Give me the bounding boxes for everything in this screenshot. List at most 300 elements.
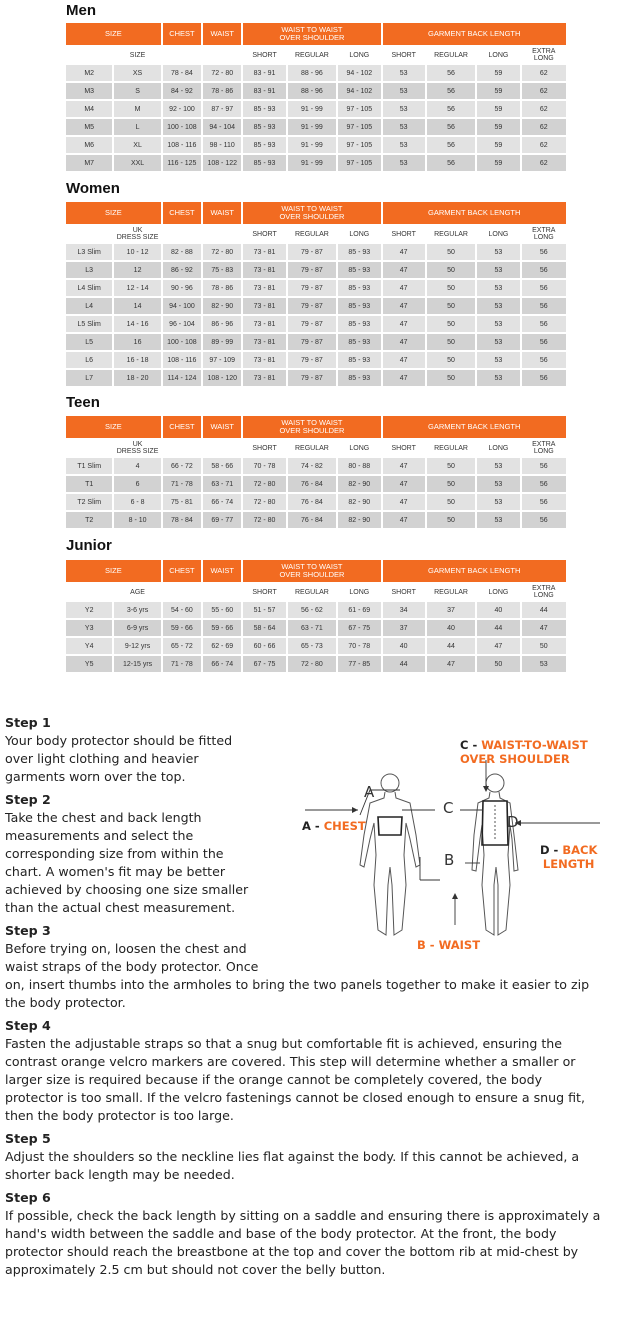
table-cell: 100 - 108 <box>163 334 201 350</box>
table-row <box>66 370 566 386</box>
table-cell: L4 Slim <box>66 280 112 296</box>
waist-to-waist-label: C - WAIST-TO-WAIST OVER SHOULDER <box>460 738 588 766</box>
table-cell: Y4 <box>66 638 112 654</box>
table-cell: 47 <box>383 244 425 260</box>
subheader-regular: REGULAR <box>288 584 336 600</box>
subheader-blank <box>66 226 112 242</box>
subheader-blank <box>66 584 112 600</box>
table-cell: 100 - 108 <box>163 119 201 135</box>
size-table <box>64 200 568 388</box>
marker-c: C <box>443 799 454 817</box>
step-text-line: chart. A women's fit may be better <box>5 864 225 879</box>
table-cell: 59 - 66 <box>203 620 241 636</box>
table-cell: 66 - 74 <box>203 656 241 672</box>
header-waist-to-waist: WAIST TO WAIST OVER SHOULDER <box>243 202 380 224</box>
subheader-regular: REGULAR <box>288 226 336 242</box>
table-cell: 91 - 99 <box>288 155 336 171</box>
step-5 <box>5 1130 621 1184</box>
table-cell: 56 <box>522 494 566 510</box>
table-cell: 59 <box>477 155 519 171</box>
table-cell: 53 <box>477 512 519 528</box>
table-cell: 71 - 78 <box>163 476 201 492</box>
table-row <box>66 155 566 171</box>
table-cell: 56 <box>522 316 566 332</box>
table-cell: 16 <box>114 334 160 350</box>
header-chest: CHEST <box>163 416 201 438</box>
table-cell: 47 <box>383 458 425 474</box>
table-cell: M3 <box>66 83 112 99</box>
table-cell: XS <box>114 65 160 81</box>
table-cell: 86 - 96 <box>203 316 241 332</box>
table-row <box>66 602 566 618</box>
table-cell: 83 - 91 <box>243 83 285 99</box>
table-cell: 59 <box>477 65 519 81</box>
header-waist: WAIST <box>203 23 241 45</box>
table-row <box>66 137 566 153</box>
step-text-line: shorter back length may be needed. <box>5 1167 235 1182</box>
step-title: Step 3 <box>5 923 51 938</box>
table-cell: 85 - 93 <box>338 316 380 332</box>
table-cell: 73 - 81 <box>243 298 285 314</box>
table-row <box>66 620 566 636</box>
table-cell: 85 - 93 <box>338 334 380 350</box>
step-title: Step 2 <box>5 792 51 807</box>
table-cell: 66 - 72 <box>163 458 201 474</box>
table-cell: 50 <box>477 656 519 672</box>
table-cell: 62 - 69 <box>203 638 241 654</box>
subheader-blank <box>163 47 201 63</box>
table-cell: 34 <box>383 602 425 618</box>
subheader-blank <box>163 584 201 600</box>
table-cell: 97 - 105 <box>338 155 380 171</box>
step-text-line: on, insert thumbs into the armholes to bring the two panels together to make it easier to zip <box>5 977 590 992</box>
table-cell: 62 <box>522 155 566 171</box>
size-section-women <box>66 177 570 388</box>
table-cell: 79 - 87 <box>288 280 336 296</box>
table-cell: 66 - 74 <box>203 494 241 510</box>
table-cell: 65 - 72 <box>163 638 201 654</box>
table-cell: 79 - 87 <box>288 352 336 368</box>
step-title: Step 1 <box>5 715 51 730</box>
table-cell: 83 - 91 <box>243 65 285 81</box>
subheader-regular: REGULAR <box>288 47 336 63</box>
table-cell: 47 <box>477 638 519 654</box>
table-cell: 56 <box>522 512 566 528</box>
table-cell: XXL <box>114 155 160 171</box>
table-cell: 87 - 97 <box>203 101 241 117</box>
subheader-regular: REGULAR <box>288 440 336 456</box>
table-row <box>66 656 566 672</box>
subheader-regular: REGULAR <box>427 47 475 63</box>
table-cell: 56 <box>427 101 475 117</box>
table-cell: 61 - 69 <box>338 602 380 618</box>
subheader-short: SHORT <box>383 47 425 63</box>
table-cell: 6-9 yrs <box>114 620 160 636</box>
table-cell: 60 - 66 <box>243 638 285 654</box>
table-cell: L5 <box>66 334 112 350</box>
table-cell: 50 <box>427 476 475 492</box>
table-cell: 70 - 78 <box>338 638 380 654</box>
table-cell: 14 <box>114 298 160 314</box>
table-cell: 97 - 105 <box>338 101 380 117</box>
table-cell: 59 <box>477 137 519 153</box>
table-cell: 44 <box>477 620 519 636</box>
table-cell: 47 <box>383 512 425 528</box>
table-cell: 53 <box>383 83 425 99</box>
table-cell: 89 - 99 <box>203 334 241 350</box>
table-cell: 82 - 90 <box>338 476 380 492</box>
table-cell: 56 <box>522 280 566 296</box>
table-cell: 47 <box>383 494 425 510</box>
table-cell: 50 <box>427 298 475 314</box>
table-row <box>66 280 566 296</box>
table-cell: 91 - 99 <box>288 137 336 153</box>
table-cell: 73 - 81 <box>243 334 285 350</box>
subheader-extra-long: EXTRA LONG <box>522 440 566 456</box>
table-cell: 3-6 yrs <box>114 602 160 618</box>
table-cell: 50 <box>427 334 475 350</box>
section-title: Men <box>66 2 96 19</box>
table-cell: L6 <box>66 352 112 368</box>
table-row <box>66 83 566 99</box>
table-cell: T1 Slim <box>66 458 112 474</box>
table-row <box>66 512 566 528</box>
table-cell: 63 - 71 <box>288 620 336 636</box>
table-cell: 85 - 93 <box>338 244 380 260</box>
step-6 <box>5 1189 621 1279</box>
table-cell: 76 - 84 <box>288 512 336 528</box>
table-cell: 12 <box>114 262 160 278</box>
step-text-line: Adjust the shoulders so the neckline lies flat against the body. If this cannot be achieved, a <box>5 1149 580 1164</box>
table-cell: M7 <box>66 155 112 171</box>
table-cell: 53 <box>477 476 519 492</box>
table-cell: 47 <box>383 262 425 278</box>
table-cell: 79 - 87 <box>288 244 336 260</box>
table-cell: M5 <box>66 119 112 135</box>
subheader-short: SHORT <box>383 440 425 456</box>
table-row <box>66 458 566 474</box>
table-cell: 94 - 104 <box>203 119 241 135</box>
table-cell: 88 - 96 <box>288 65 336 81</box>
table-cell: 80 - 88 <box>338 458 380 474</box>
step-text-line: waist straps of the body protector. Once <box>5 959 259 974</box>
table-cell: 85 - 93 <box>338 262 380 278</box>
table-cell: 88 - 96 <box>288 83 336 99</box>
table-cell: 53 <box>477 458 519 474</box>
step-title: Step 5 <box>5 1131 51 1146</box>
marker-b: B <box>444 851 455 869</box>
table-cell: 53 <box>477 316 519 332</box>
table-cell: 86 - 92 <box>163 262 201 278</box>
table-cell: 72 - 80 <box>203 65 241 81</box>
table-cell: 62 <box>522 119 566 135</box>
table-cell: 50 <box>427 262 475 278</box>
table-cell: Y5 <box>66 656 112 672</box>
table-cell: 67 - 75 <box>243 656 285 672</box>
table-cell: 58 - 64 <box>243 620 285 636</box>
table-cell: 50 <box>427 370 475 386</box>
chest-label: A - CHEST <box>302 819 366 833</box>
table-cell: 98 - 110 <box>203 137 241 153</box>
size-tables <box>66 0 570 674</box>
table-cell: 12 - 14 <box>114 280 160 296</box>
table-cell: 62 <box>522 65 566 81</box>
table-cell: L3 Slim <box>66 244 112 260</box>
table-cell: 94 - 100 <box>163 298 201 314</box>
table-cell: 53 <box>383 137 425 153</box>
table-cell: 6 - 8 <box>114 494 160 510</box>
header-garment-back-length: GARMENT BACK LENGTH <box>383 560 567 582</box>
header-waist-to-waist: WAIST TO WAIST OVER SHOULDER <box>243 560 380 582</box>
table-cell: 44 <box>383 656 425 672</box>
section-title: Women <box>66 180 120 197</box>
subheader-short: SHORT <box>243 47 285 63</box>
step-text-line: hand's width between the saddle and base of the body protector. At the front, the body <box>5 1226 557 1241</box>
table-cell: 56 <box>427 65 475 81</box>
table-cell: 79 - 87 <box>288 298 336 314</box>
table-cell: 91 - 99 <box>288 119 336 135</box>
table-cell: 73 - 81 <box>243 280 285 296</box>
table-cell: 79 - 87 <box>288 316 336 332</box>
table-cell: 77 - 85 <box>338 656 380 672</box>
table-row <box>66 244 566 260</box>
table-cell: 59 - 66 <box>163 620 201 636</box>
table-cell: 56 <box>522 352 566 368</box>
subheader-long: LONG <box>477 226 519 242</box>
table-row <box>66 101 566 117</box>
table-cell: 47 <box>383 334 425 350</box>
table-cell: 72 - 80 <box>243 476 285 492</box>
table-cell: Y2 <box>66 602 112 618</box>
table-cell: 65 - 73 <box>288 638 336 654</box>
table-cell: 37 <box>383 620 425 636</box>
table-cell: 4 <box>114 458 160 474</box>
table-cell: 40 <box>383 638 425 654</box>
step-text-line: measurements and select the <box>5 828 194 843</box>
table-cell: 69 - 77 <box>203 512 241 528</box>
table-cell: 94 - 102 <box>338 65 380 81</box>
table-cell: L <box>114 119 160 135</box>
table-cell: 56 <box>427 119 475 135</box>
table-cell: 14 - 16 <box>114 316 160 332</box>
subheader-long: LONG <box>477 584 519 600</box>
step-text-line: Fasten the adjustable straps so that a snug but comfortable fit is achieved, ensuring the <box>5 1036 563 1051</box>
table-row <box>66 119 566 135</box>
table-cell: 56 <box>522 370 566 386</box>
table-cell: 47 <box>383 370 425 386</box>
table-cell: 72 - 80 <box>243 494 285 510</box>
table-cell: 84 - 92 <box>163 83 201 99</box>
subheader-extra-long: EXTRA LONG <box>522 226 566 242</box>
table-cell: 59 <box>477 119 519 135</box>
table-cell: 79 - 87 <box>288 262 336 278</box>
subheader-long: LONG <box>338 47 380 63</box>
subheader-blank <box>203 584 241 600</box>
subheader-long: LONG <box>338 226 380 242</box>
table-cell: 37 <box>427 602 475 618</box>
table-cell: 85 - 93 <box>338 298 380 314</box>
header-waist: WAIST <box>203 202 241 224</box>
step-text-line: than the actual chest measurement. <box>5 900 236 915</box>
table-cell: 73 - 81 <box>243 370 285 386</box>
subheader-blank <box>66 47 112 63</box>
header-waist-to-waist: WAIST TO WAIST OVER SHOULDER <box>243 23 380 45</box>
step-text-line: the body protector. <box>5 995 126 1010</box>
table-cell: 72 - 80 <box>203 244 241 260</box>
table-cell: 78 - 86 <box>203 280 241 296</box>
table-cell: 53 <box>383 119 425 135</box>
size-section-men <box>66 0 570 173</box>
subheader-size: AGE <box>114 584 160 600</box>
table-cell: 56 <box>522 334 566 350</box>
size-table <box>64 21 568 173</box>
table-cell: 63 - 71 <box>203 476 241 492</box>
header-waist-to-waist: WAIST TO WAIST OVER SHOULDER <box>243 416 380 438</box>
table-cell: 53 <box>477 298 519 314</box>
subheader-short: SHORT <box>243 226 285 242</box>
table-cell: 44 <box>427 638 475 654</box>
table-cell: 82 - 88 <box>163 244 201 260</box>
subheader-regular: REGULAR <box>427 440 475 456</box>
table-cell: 47 <box>383 280 425 296</box>
back-length-label: D - BACK LENGTH <box>540 843 598 871</box>
table-cell: 73 - 81 <box>243 244 285 260</box>
subheader-regular: REGULAR <box>427 226 475 242</box>
table-cell: 56 <box>522 262 566 278</box>
size-table <box>64 414 568 530</box>
table-cell: 97 - 109 <box>203 352 241 368</box>
table-cell: Y3 <box>66 620 112 636</box>
step-text-line: achieved by choosing one size smaller <box>5 882 249 897</box>
table-cell: 56 <box>522 458 566 474</box>
step-text-line: larger size is required because if the orange cannot be completely covered, the body <box>5 1072 543 1087</box>
table-cell: 78 - 84 <box>163 65 201 81</box>
table-cell: 50 <box>522 638 566 654</box>
table-cell: 76 - 84 <box>288 494 336 510</box>
subheader-blank <box>203 440 241 456</box>
header-garment-back-length: GARMENT BACK LENGTH <box>383 416 567 438</box>
step-text-line: Your body protector should be fitted <box>5 733 233 748</box>
table-cell: 90 - 96 <box>163 280 201 296</box>
section-title: Teen <box>66 394 100 411</box>
size-table <box>64 558 568 674</box>
step-text-line: approximately 2.5 cm but should not cover the belly button. <box>5 1262 386 1277</box>
subheader-extra-long: EXTRA LONG <box>522 584 566 600</box>
table-cell: 50 <box>427 458 475 474</box>
table-cell: 54 - 60 <box>163 602 201 618</box>
step-text-line: protector is too small. If the velcro fastenings cannot be closed enough to ensure a snug fit, <box>5 1090 585 1105</box>
header-waist: WAIST <box>203 416 241 438</box>
table-cell: 85 - 93 <box>243 137 285 153</box>
table-cell: 78 - 84 <box>163 512 201 528</box>
step-4 <box>5 1017 621 1125</box>
table-cell: 108 - 116 <box>163 137 201 153</box>
subheader-size: UK DRESS SIZE <box>114 226 160 242</box>
table-cell: 12-15 yrs <box>114 656 160 672</box>
subheader-size: SIZE <box>114 47 160 63</box>
header-size: SIZE <box>66 23 161 45</box>
table-cell: 85 - 93 <box>243 101 285 117</box>
table-cell: 50 <box>427 316 475 332</box>
waist-label: B - WAIST <box>417 938 481 952</box>
header-chest: CHEST <box>163 560 201 582</box>
step-text-line: corresponding size from within the <box>5 846 224 861</box>
table-cell: 53 <box>477 370 519 386</box>
table-cell: 44 <box>522 602 566 618</box>
header-garment-back-length: GARMENT BACK LENGTH <box>383 23 567 45</box>
table-cell: 53 <box>477 244 519 260</box>
table-cell: L7 <box>66 370 112 386</box>
table-cell: 53 <box>383 155 425 171</box>
subheader-short: SHORT <box>383 226 425 242</box>
table-row <box>66 476 566 492</box>
table-cell: T2 <box>66 512 112 528</box>
header-chest: CHEST <box>163 202 201 224</box>
header-garment-back-length: GARMENT BACK LENGTH <box>383 202 567 224</box>
table-cell: 97 - 105 <box>338 119 380 135</box>
table-cell: 72 - 80 <box>243 512 285 528</box>
table-cell: 6 <box>114 476 160 492</box>
subheader-short: SHORT <box>383 584 425 600</box>
step-text-line: then the body protector is too large. <box>5 1108 234 1123</box>
table-cell: 79 - 87 <box>288 370 336 386</box>
table-cell: 55 - 60 <box>203 602 241 618</box>
table-cell: 70 - 78 <box>243 458 285 474</box>
table-cell: 108 - 120 <box>203 370 241 386</box>
table-cell: 53 <box>383 101 425 117</box>
table-cell: 18 - 20 <box>114 370 160 386</box>
table-cell: 50 <box>427 494 475 510</box>
size-chart <box>66 0 570 674</box>
table-cell: 51 - 57 <box>243 602 285 618</box>
table-cell: 10 - 12 <box>114 244 160 260</box>
table-cell: 92 - 100 <box>163 101 201 117</box>
table-cell: 74 - 82 <box>288 458 336 474</box>
table-cell: 85 - 93 <box>338 280 380 296</box>
table-cell: 56 <box>427 155 475 171</box>
size-section-teen <box>66 392 570 530</box>
table-cell: 50 <box>427 512 475 528</box>
table-row <box>66 262 566 278</box>
subheader-long: LONG <box>477 47 519 63</box>
subheader-extra-long: EXTRA LONG <box>522 47 566 63</box>
table-cell: 85 - 93 <box>338 352 380 368</box>
table-cell: 50 <box>427 244 475 260</box>
table-cell: 108 - 116 <box>163 352 201 368</box>
table-cell: 82 - 90 <box>338 512 380 528</box>
table-cell: 47 <box>522 620 566 636</box>
table-cell: 108 - 122 <box>203 155 241 171</box>
table-row <box>66 352 566 368</box>
table-cell: 91 - 99 <box>288 101 336 117</box>
table-cell: 79 - 87 <box>288 334 336 350</box>
table-cell: 97 - 105 <box>338 137 380 153</box>
table-cell: 53 <box>477 352 519 368</box>
table-cell: 40 <box>477 602 519 618</box>
measurement-diagram <box>300 735 622 957</box>
subheader-long: LONG <box>338 584 380 600</box>
table-cell: 75 - 81 <box>163 494 201 510</box>
table-row <box>66 298 566 314</box>
table-cell: 53 <box>477 494 519 510</box>
step-text-line: garments worn over the top. <box>5 769 186 784</box>
header-size: SIZE <box>66 560 161 582</box>
table-cell: T1 <box>66 476 112 492</box>
table-cell: 76 - 84 <box>288 476 336 492</box>
table-cell: 50 <box>427 352 475 368</box>
table-cell: 40 <box>427 620 475 636</box>
table-cell: 71 - 78 <box>163 656 201 672</box>
